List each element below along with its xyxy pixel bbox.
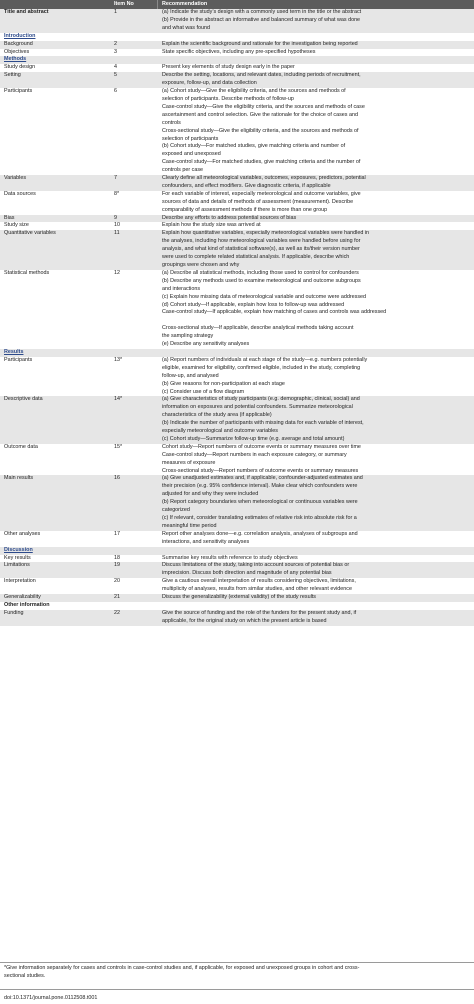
- row-topic: [0, 33, 110, 41]
- empty-line: [114, 33, 158, 41]
- row-item-no: [110, 396, 158, 404]
- cell-line: sources of data and details of methods of assessment (measurement). Describe: [162, 198, 354, 205]
- row-topic: [0, 175, 110, 183]
- row-topic: [0, 555, 110, 563]
- cell-line: (a) Describe all statistical methods, including those used to control for confounders: [162, 269, 359, 276]
- cell-line: State specific objectives, including any pre-specified hypotheses: [162, 48, 316, 55]
- cell-line: applicable, for the original study on which the present article is based: [162, 617, 327, 624]
- row-item-no: [110, 33, 158, 41]
- cell-line: Statistical methods: [4, 269, 50, 276]
- empty-line: [158, 547, 470, 555]
- cell-line: Give the source of funding and the role of the funders for the present study and, if: [162, 609, 357, 616]
- cell-line: Cross-sectional study—Give the eligibility criteria, and the sources and methods of: [162, 127, 359, 134]
- table-row: [0, 41, 474, 49]
- row-recommendation: [158, 230, 474, 270]
- cell-line: Cross-sectional study—Report numbers of outcome events or summary measures: [162, 467, 359, 474]
- section-heading: Discussion: [4, 546, 33, 553]
- row-topic: [0, 9, 110, 17]
- table-row: [0, 270, 474, 349]
- row-item-no: [110, 230, 158, 238]
- row-item-no: [110, 602, 158, 610]
- row-item-no: [110, 444, 158, 452]
- cell-line: Discuss the generalizability (external validity) of the study results: [162, 594, 316, 601]
- cell-line: Other analyses: [4, 530, 41, 537]
- row-recommendation: [158, 578, 474, 594]
- cell-line: Explain how quantitative variables, especially meteorological variables were handled in: [162, 230, 370, 237]
- footnote-line: *Give information separately for cases and controls in case-control studies and, if applicable, for exposed and unexposed groups in cohort and cross-: [4, 965, 360, 971]
- cell-line: [158, 317, 470, 325]
- row-recommendation: [158, 475, 474, 530]
- row-recommendation: [158, 444, 474, 476]
- row-recommendation: [158, 594, 474, 602]
- cell-line: (b) Describe any methods used to examine meteorological and outcome subgroups: [162, 277, 361, 284]
- table-row: [0, 222, 474, 230]
- row-item-no: [110, 349, 158, 357]
- cell-line: 3: [114, 48, 117, 55]
- row-item-no: [110, 72, 158, 80]
- cell-line: Explain the scientific background and rationale for the investigation being reported: [162, 40, 358, 47]
- table-bottom-rule: [0, 962, 474, 963]
- cell-line: Describe the setting, locations, and relevant dates, including periods of recruitment,: [162, 72, 361, 79]
- row-topic: [0, 191, 110, 199]
- row-topic: [0, 41, 110, 49]
- row-recommendation: [158, 547, 474, 555]
- cell-line: (a) Indicate the study’s design with a commonly used term in the title or the abstract: [162, 9, 362, 15]
- cell-line: 16: [114, 475, 120, 482]
- cell-line: Main results: [4, 475, 34, 482]
- cell-line: Data sources: [4, 190, 36, 197]
- cell-line: especially meteorological and outcome variables: [162, 428, 278, 435]
- cell-line: measures of exposure: [162, 459, 216, 466]
- cell-line: meaningful time period: [162, 522, 217, 529]
- cell-line: comparability of assessment methods if there is more than one group: [162, 206, 328, 213]
- cell-line: Discuss limitations of the study, taking into account sources of potential bias or: [162, 562, 350, 569]
- cell-line: adjusted for and why they were included: [162, 491, 259, 498]
- row-item-no: [110, 56, 158, 64]
- cell-line: controls: [162, 119, 181, 126]
- cell-line: (d) Cohort study—If applicable, explain how loss to follow-up was addressed: [162, 301, 345, 308]
- cell-line: (c) Cohort study—Summarize follow-up time (e.g. average and total amount): [162, 435, 345, 442]
- row-recommendation: [158, 41, 474, 49]
- empty-line: [114, 349, 158, 357]
- row-recommendation: [158, 610, 474, 626]
- table-row: [0, 578, 474, 594]
- row-topic: [0, 72, 110, 80]
- cell-line: interactions, and sensitivity analyses: [162, 538, 250, 545]
- cell-line: Descriptive data: [4, 396, 43, 403]
- cell-line: Report other analyses done—e.g. correlation analysis, analyses of subgroups and: [162, 530, 358, 537]
- cell-line: 13*: [114, 356, 123, 363]
- cell-line: Other information: [4, 601, 50, 608]
- row-item-no: [110, 215, 158, 223]
- empty-line: [158, 349, 470, 357]
- table-row: [0, 215, 474, 223]
- cell-line: Title and abstract: [4, 9, 49, 15]
- row-topic: [0, 396, 110, 404]
- cell-line: confounders, and effect modifiers. Give diagnostic criteria, if applicable: [162, 182, 331, 189]
- cell-line: (a) Give characteristics of study participants (e.g. demographic, clinical, social) and: [162, 396, 360, 403]
- table-header: [0, 0, 474, 9]
- row-item-no: [110, 41, 158, 49]
- row-topic: [0, 562, 110, 570]
- cell-line: Give a cautious overall interpretation of results considering objectives, limitations,: [162, 578, 356, 585]
- empty-line: [158, 33, 470, 41]
- cell-line: 6: [114, 88, 117, 95]
- row-item-no: [110, 357, 158, 365]
- cell-line: (c) Consider use of a flow diagram: [162, 388, 245, 395]
- cell-line: (c) If relevant, consider translating estimates of relative risk into absolute risk for a: [162, 515, 357, 521]
- table-row: [0, 444, 474, 476]
- empty-line: [158, 602, 470, 610]
- cell-line: Describe any efforts to address potential sources of bias: [162, 214, 297, 221]
- row-item-no: [110, 562, 158, 570]
- row-topic: [0, 49, 110, 57]
- row-topic: [0, 88, 110, 96]
- cell-line: and interactions: [162, 285, 201, 292]
- table-row: [0, 594, 474, 602]
- table-row: [0, 56, 474, 64]
- cell-line: were used to complete related statistical analysis. If applicable, describe which: [162, 254, 350, 261]
- cell-line: 19: [114, 562, 120, 569]
- cell-line: Present key elements of study design early in the paper: [162, 64, 295, 71]
- table-row: [0, 230, 474, 270]
- cell-line: (a) Give unadjusted estimates and, if applicable, confounder-adjusted estimates and: [162, 475, 363, 482]
- cell-line: their precision (e.g. 95% confidence interval). Make clear which confounders were: [162, 483, 358, 490]
- row-recommendation: [158, 88, 474, 175]
- cell-line: 15*: [114, 443, 123, 450]
- cell-line: Case-control study—For matched studies, give matching criteria and the number of: [162, 159, 361, 166]
- cell-line: Study size: [4, 222, 29, 229]
- cell-line: Case-control study—Report numbers in each exposure category, or summary: [162, 451, 347, 458]
- cell-line: Case-control study—Give the eligibility criteria, and the sources and methods of case: [162, 103, 365, 110]
- cell-line: 2: [114, 40, 117, 47]
- cell-line: Study design: [4, 64, 36, 71]
- cell-line: (e) Describe any sensitivity analyses: [162, 341, 250, 348]
- row-recommendation: [158, 396, 474, 443]
- table-row: [0, 610, 474, 626]
- cell-line: (a) Cohort study—Give the eligibility criteria, and the sources and methods of: [162, 88, 346, 95]
- cell-line: Clearly define all meteorological variables, outcomes, exposures, predictors, potential: [162, 175, 366, 182]
- row-topic: [0, 64, 110, 72]
- row-recommendation: [158, 270, 474, 349]
- cell-line: Summarise key results with reference to study objectives: [162, 554, 298, 561]
- row-item-no: [110, 555, 158, 563]
- cell-line: Interpretation: [4, 578, 36, 585]
- table-row: [0, 72, 474, 88]
- cell-line: Variables: [4, 175, 27, 182]
- cell-line: multiplicity of analyses, results from similar studies, and other relevant evidence: [162, 586, 352, 593]
- section-heading: Methods: [4, 56, 27, 63]
- cell-line: Explain how the study size was arrived at: [162, 222, 261, 229]
- row-topic: [0, 215, 110, 223]
- table-row: [0, 547, 474, 555]
- table-row: [0, 64, 474, 72]
- row-item-no: [110, 594, 158, 602]
- row-topic: [0, 357, 110, 365]
- row-item-no: [110, 270, 158, 278]
- table-row: [0, 531, 474, 547]
- empty-line: [114, 56, 158, 64]
- cell-line: selection of participants: [162, 135, 219, 142]
- cell-line: (b) Report category boundaries when meteorological or continuous variables were: [162, 499, 358, 506]
- cell-line: Participants: [4, 88, 33, 95]
- header-col-item-no: Item No: [110, 0, 158, 9]
- cell-line: 11: [114, 230, 120, 237]
- table-row: [0, 33, 474, 41]
- empty-line: [114, 547, 158, 555]
- row-item-no: [110, 191, 158, 199]
- row-recommendation: [158, 191, 474, 215]
- cell-line: 14*: [114, 396, 123, 403]
- cell-line: exposed and unexposed: [162, 151, 221, 158]
- cell-line: Limitations: [4, 562, 30, 569]
- header-col-recommendation: Recommendation: [162, 1, 208, 7]
- cell-line: 12: [114, 269, 120, 276]
- table-row: [0, 562, 474, 578]
- row-recommendation: [158, 349, 474, 357]
- row-item-no: [110, 88, 158, 96]
- row-recommendation: [158, 562, 474, 578]
- row-topic: [0, 56, 110, 64]
- row-item-no: [110, 475, 158, 483]
- cell-line: Participants: [4, 356, 33, 363]
- row-item-no: [110, 49, 158, 57]
- cell-line: 20: [114, 578, 120, 585]
- cell-line: follow-up, and analysed: [162, 372, 219, 379]
- cell-line: exposure, follow-up, and data collection: [162, 80, 257, 87]
- cell-line: (c) Explain how missing data of meteorological variable and outcome were addressed: [162, 293, 367, 300]
- cell-line: Cohort study—Report numbers of outcome events or summary measures over time: [162, 443, 361, 450]
- table-row: [0, 349, 474, 357]
- row-recommendation: [158, 222, 474, 230]
- row-recommendation: [158, 602, 474, 610]
- table-body: [0, 9, 474, 626]
- row-recommendation: [158, 215, 474, 223]
- row-topic: [0, 531, 110, 539]
- table-row: [0, 602, 474, 610]
- cell-line: selection of participants. Describe methods of follow-up: [162, 95, 294, 102]
- cell-line: Outcome data: [4, 443, 38, 450]
- row-topic: [0, 610, 110, 618]
- row-topic: [0, 547, 110, 555]
- table-row: [0, 357, 474, 397]
- cell-line: (b) Cohort study—For matched studies, give matching criteria and number of: [162, 143, 346, 150]
- cell-line: Case-control study—If applicable, explain how matching of cases and controls was addressed: [162, 309, 387, 316]
- row-recommendation: [158, 64, 474, 72]
- cell-line: Generalizability: [4, 594, 41, 601]
- row-recommendation: [158, 357, 474, 397]
- cell-line: analysis, and what kind of statistical software(s), as well as its/their version number: [162, 246, 360, 253]
- row-item-no: [110, 175, 158, 183]
- cell-line: eligible, examined for eligibility, confirmed eligible, included in the study, completing: [162, 364, 361, 371]
- row-topic: [0, 230, 110, 238]
- cell-line: groupings were chosen and why: [162, 262, 240, 268]
- table-footnote: [0, 965, 474, 981]
- row-item-no: [110, 222, 158, 230]
- cell-line: 17: [114, 530, 120, 537]
- footnote-rule: [0, 989, 474, 990]
- cell-line: 21: [114, 594, 120, 601]
- cell-line: Objectives: [4, 48, 30, 55]
- row-topic: [0, 475, 110, 483]
- cell-line: categorized: [162, 507, 190, 514]
- cell-line: (b) Give reasons for non-participation at each stage: [162, 380, 285, 387]
- row-recommendation: [158, 175, 474, 191]
- row-topic: [0, 444, 110, 452]
- row-topic: [0, 594, 110, 602]
- row-topic: [0, 578, 110, 586]
- row-topic: [0, 270, 110, 278]
- table-row: [0, 555, 474, 563]
- table-row: [0, 475, 474, 530]
- row-recommendation: [158, 72, 474, 88]
- cell-line: Funding: [4, 609, 24, 616]
- cell-line: 22: [114, 609, 120, 616]
- row-item-no: [110, 578, 158, 586]
- cell-line: (a) Report numbers of individuals at each stage of the study—e.g. numbers potentially: [162, 356, 368, 363]
- table-row: [0, 175, 474, 191]
- row-recommendation: [158, 33, 474, 41]
- row-topic: [0, 222, 110, 230]
- row-item-no: [110, 547, 158, 555]
- cell-line: Setting: [4, 72, 21, 79]
- row-recommendation: [158, 555, 474, 563]
- table-row: [0, 396, 474, 443]
- row-recommendation: [158, 9, 474, 33]
- row-recommendation: [158, 49, 474, 57]
- row-recommendation: [158, 531, 474, 547]
- cell-line: Quantitative variables: [4, 230, 56, 237]
- cell-line: the sampling strategy: [162, 333, 214, 340]
- cell-line: (b) Provide in the abstract an informative and balanced summary of what was done: [162, 16, 361, 23]
- cell-line: the analyses, including how meteorological variables were handled before using for: [162, 238, 361, 245]
- cell-line: characteristics of the study area (if applicable): [162, 412, 272, 419]
- row-item-no: [110, 64, 158, 72]
- cell-line: 4: [114, 64, 117, 71]
- cell-line: imprecision. Discuss both direction and magnitude of any potential bias: [162, 570, 332, 577]
- footnote-line: sectional studies.: [4, 972, 46, 979]
- cell-line: 9: [114, 214, 117, 221]
- cell-line: Bias: [4, 214, 15, 221]
- cell-line: 7: [114, 175, 117, 182]
- cell-line: ascertainment and control selection. Give the rationale for the choice of cases and: [162, 111, 358, 118]
- table-row: [0, 191, 474, 215]
- table-row: [0, 49, 474, 57]
- cell-line: 1: [114, 9, 117, 15]
- table-row: [0, 9, 474, 33]
- cell-line: Key results: [4, 554, 31, 561]
- row-item-no: [110, 9, 158, 17]
- cell-line: 10: [114, 222, 120, 229]
- cell-line: (b) Indicate the number of participants with missing data for each variable of interest,: [162, 420, 364, 427]
- row-item-no: [110, 531, 158, 539]
- cell-line: 18: [114, 554, 120, 561]
- cell-line: 8*: [114, 190, 120, 197]
- cell-line: and what was found: [162, 24, 210, 31]
- cell-line: information on exposures and potential confounders. Summarize meteorological: [162, 404, 353, 411]
- cell-line: controls per case: [162, 167, 204, 174]
- cell-line: For each variable of interest, especially meteorological and outcome variables, give: [162, 190, 361, 197]
- row-topic: [0, 602, 110, 610]
- table-row: [0, 88, 474, 175]
- empty-line: [114, 602, 158, 610]
- doi-caption: doi:10.1371/journal.pone.0112508.t001: [4, 995, 98, 1001]
- row-topic: [0, 349, 110, 357]
- section-heading: Results: [4, 348, 24, 355]
- cell-line: Background: [4, 40, 33, 47]
- cell-line: 5: [114, 72, 117, 79]
- section-heading: Introduction: [4, 32, 36, 39]
- row-item-no: [110, 610, 158, 618]
- cell-line: Cross-sectional study—If applicable, describe analytical methods taking account: [162, 325, 354, 332]
- row-recommendation: [158, 56, 474, 64]
- empty-line: [158, 56, 470, 64]
